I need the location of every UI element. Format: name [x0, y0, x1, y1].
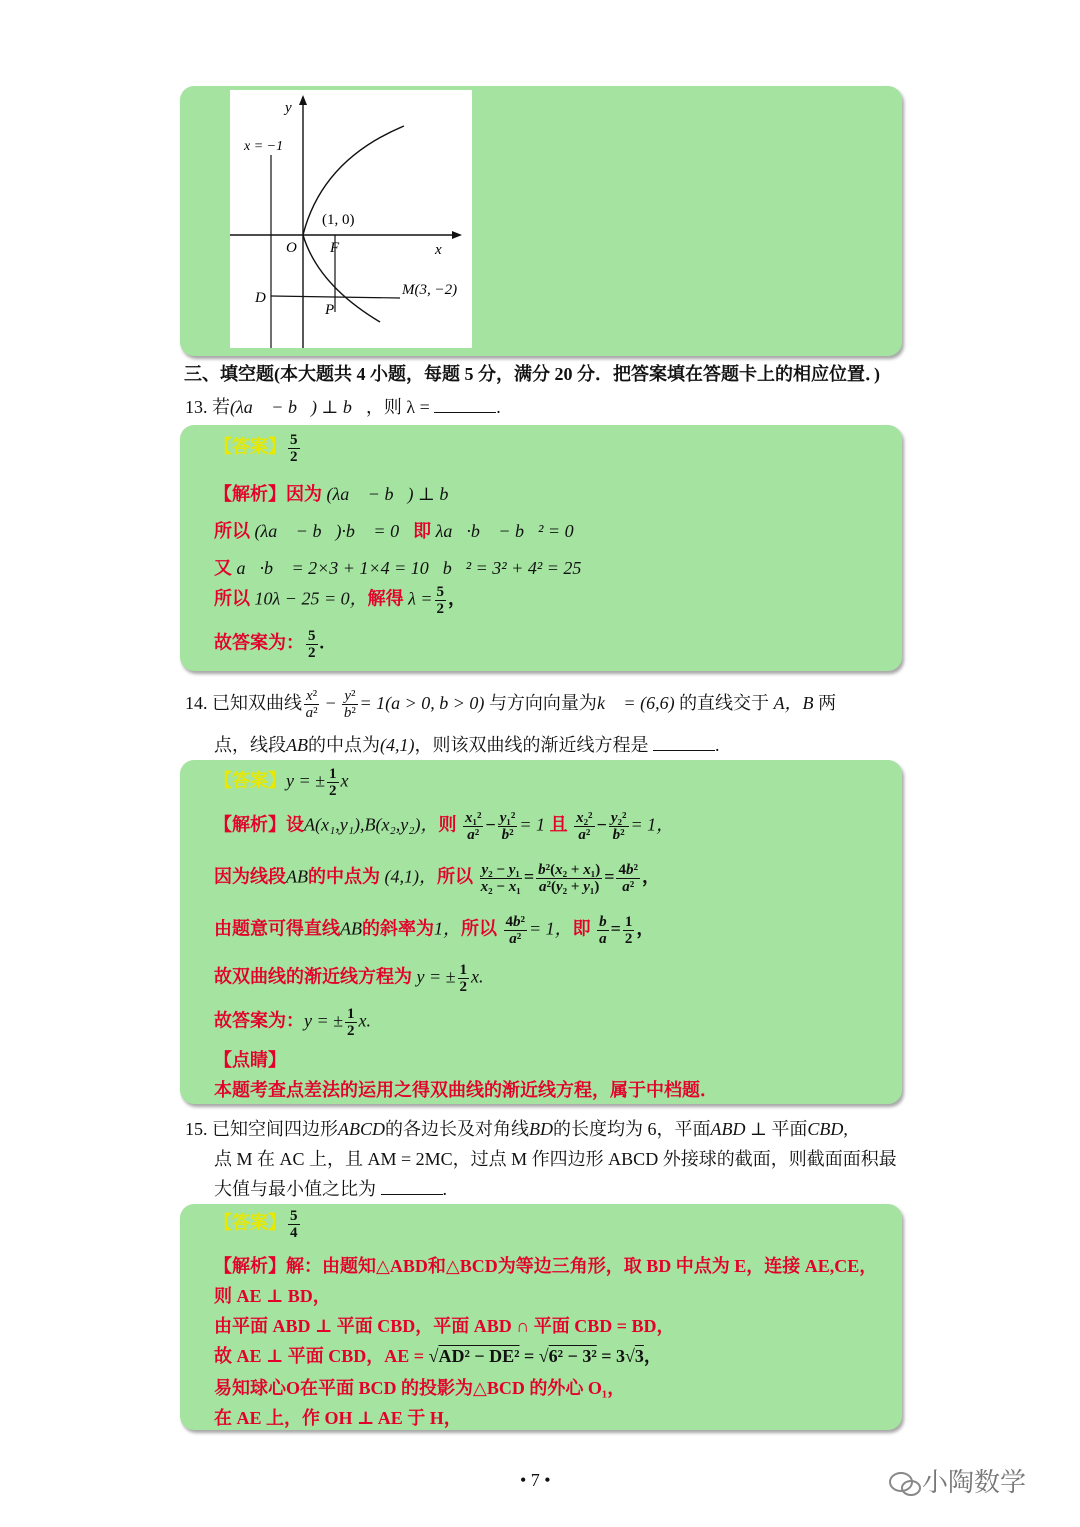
q14-analysis-line-2: 因为线段AB的中点为 (4,1)，所以 $\frac{\text{y₂ − y₁}}{\text{x₂ − x₁}}$ = $\frac{\text{b²(x₂ + x₁)}}{\text{a²(y₂ + y₁)}}$ = $\frac{\text{4b²}}{\text{a²}}$ ，: [214, 862, 660, 895]
answer-fraction: $\frac{5}{4}$: [290, 1208, 298, 1241]
q13-analysis-line-5: 故答案为： $\frac{5}{2}$ .: [214, 628, 324, 661]
q13-stem: 13. 若(λa⃗ − b⃗) ⊥ b⃗，则 λ = .: [185, 397, 501, 417]
x-axis-label: x: [435, 242, 442, 258]
q15-stem-line-2: 点 M 在 AC 上，且 AM = 2MC，过点 M 作四边形 ABCD 外接球的截面，则截面面积最: [214, 1149, 897, 1169]
q14-analysis-line-4: 故双曲线的渐近线方程为 y = ± $\frac{1}{2}$ x.: [214, 962, 484, 995]
q15-analysis-line-4: 故 AE ⊥ 平面 CBD，AE = √AD² − DE² = √6² − 3² = 3√3，: [214, 1346, 662, 1366]
focus-coord-label: (1, 0): [322, 212, 355, 228]
q13-analysis-line-2: 所以 (λa⃗ − b⃗)·b⃗ = 0，即 λa⃗·b⃗ − b⃗² = 0，: [214, 521, 588, 541]
q14-point-tag: 【点睛】: [214, 1050, 286, 1070]
q14-analysis-line-3: 由题意可得直线AB的斜率为1，所以 $\frac{\text{4b²}}{\text{a²}}$ = 1，即 $\frac{b}{a}$ = $\frac{1}{2}$ ，: [214, 914, 655, 947]
answer-blank: [381, 1178, 443, 1195]
section-title: 三、填空题(本大题共 4 小题，每题 5 分，满分 20 分．把答案填在答题卡上的相应位置．): [184, 364, 880, 384]
parabola-figure: [230, 90, 472, 348]
parabola-graph: [230, 90, 472, 348]
point-p-label: P: [325, 302, 335, 318]
point-d-label: D: [255, 290, 266, 306]
q14-analysis-line-1: 【解析】设A(x₁,y₁),B(x₂,y₂)，则 $\frac{\text{x₁²}}{\text{a²}}$ − $\frac{\text{y₁²}}{\text{b²}}$ = 1 且 $\frac{\text{x₂²}}{\text{a²}}$ − $\frac{\text{y₂²}}{\text{b²}}$ = 1，: [214, 810, 675, 843]
point-m-label: M(3, −2): [402, 282, 458, 298]
answer-blank: [653, 734, 715, 751]
page-number: • 7 •: [520, 1470, 551, 1490]
q15-analysis-line-5: 易知球心O在平面 BCD 的投影为△BCD 的外心 O₁，: [214, 1378, 626, 1398]
q14-answer-line: 【答案】y = ± $\frac{1}{2}$ x: [214, 766, 349, 799]
q13-answer-line: 【答案】 $\frac{5}{2}$: [214, 432, 298, 465]
answer-fraction: $\frac{5}{2}$: [290, 432, 298, 465]
q14-point-text: 本题考查点差法的运用之得双曲线的渐近线方程，属于中档题．: [214, 1080, 718, 1100]
watermark: 小陶数学: [888, 1462, 1026, 1499]
q15-analysis-line-6: 在 AE 上，作 OH ⊥ AE 于 H，: [214, 1408, 462, 1428]
y-axis-label: y: [285, 100, 292, 116]
q15-analysis-line-1: 【解析】解：由题知△ABD和△BCD为等边三角形，取 BD 中点为 E，连接 AE,CE，: [214, 1256, 878, 1276]
q14-analysis-line-5: 故答案为：y = ± $\frac{1}{2}$ x.: [214, 1006, 372, 1039]
origin-label: O: [286, 240, 297, 256]
directrix-label: x = −1: [244, 139, 284, 154]
wechat-icon: [888, 1470, 922, 1498]
q13-analysis-line-3: 又 a⃗·b⃗ = 2×3 + 1×4 = 10，b⃗² = 3² + 4² = 25，: [214, 558, 596, 578]
answer-blank: [434, 396, 496, 413]
q14-stem-line-2: 点，线段AB的中点为(4,1)，则该双曲线的渐近线方程是 .: [214, 735, 720, 755]
q13-analysis-line-4: 所以 10λ − 25 = 0，解得 λ = $\frac{5}{2}$ ，: [214, 584, 467, 617]
q14-stem-line-1: 14. 已知双曲线 $\frac{\text{x²}}{\text{a²}}$ − $\frac{\text{y²}}{\text{b²}}$ = 1(a > 0, b > 0) 与方向向量为k⃗ = (6,6) 的直线交于 A，B 两: [185, 688, 837, 722]
q15-stem-line-1: 15. 已知空间四边形ABCD的各边长及对角线BD的长度均为 6，平面ABD ⊥ 平面CBD,: [185, 1119, 848, 1139]
focus-label: F: [330, 240, 340, 256]
q15-analysis-line-3: 由平面 ABD ⊥ 平面 CBD，平面 ABD ∩ 平面 CBD = BD，: [214, 1316, 675, 1336]
q13-analysis-line-1: 【解析】因为 (λa⃗ − b⃗) ⊥ b⃗，: [214, 484, 477, 504]
q15-stem-line-3: 大值与最小值之比为 .: [214, 1179, 447, 1199]
q15-analysis-line-2: 则 AE ⊥ BD，: [214, 1286, 331, 1306]
q15-answer-line: 【答案】 $\frac{5}{4}$: [214, 1208, 298, 1241]
